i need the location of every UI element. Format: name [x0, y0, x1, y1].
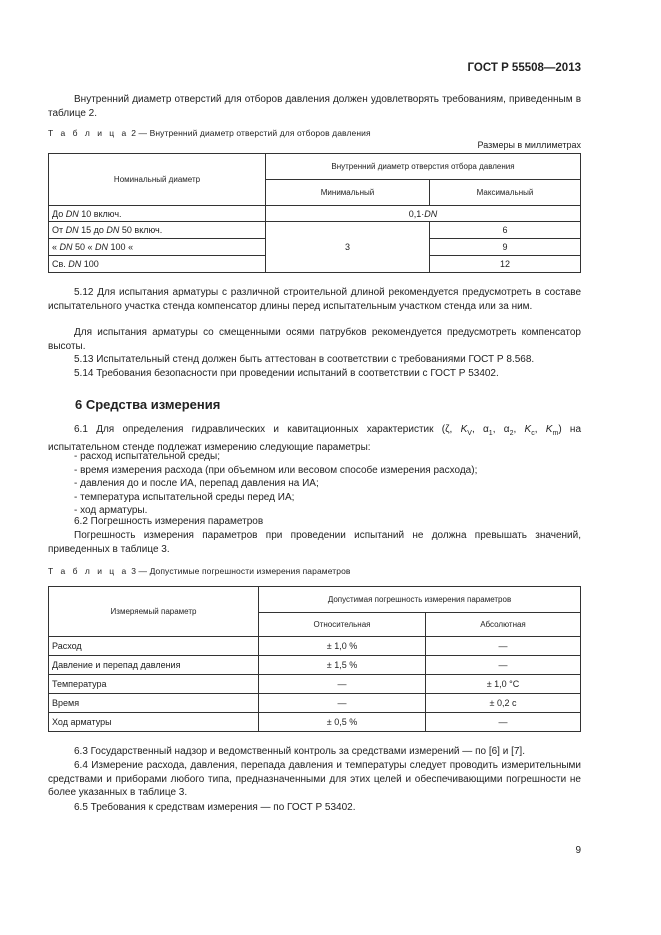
subscript: 2: [509, 430, 514, 437]
text-part: 6.1 Для определения гидравлических и кавитационных характеристик (ζ,: [74, 424, 461, 435]
table3-param: Ход арматуры: [49, 713, 259, 732]
section-6-heading: 6 Средства измерения: [75, 397, 221, 412]
table3-abs: ± 0,2 с: [426, 694, 581, 713]
symbol: K: [524, 424, 532, 435]
table2-caption-prefix: Т а б л и ц а: [48, 128, 129, 138]
list-item: - расход испытательной среды;: [74, 451, 220, 462]
dn-symbol: DN: [106, 225, 120, 235]
table3-header-rel: Относительная: [259, 613, 426, 637]
paragraph-6-4: 6.4 Измерение расхода, давления, перепада давления и температуры следует проводить измерительными средствами и приборами любого типа, предназначенными для этих целей и обеспечивающими погрешности не более указанных в таблице 3.: [48, 760, 581, 799]
subscript: 1: [488, 430, 493, 437]
paragraph-5-13: 5.13 Испытательный стенд должен быть аттестован в соответствии с требованиями ГОСТ Р 8.568.: [74, 354, 535, 365]
label-part: «: [52, 242, 60, 252]
label-part: 100: [81, 259, 99, 269]
table2-header-nominal: Номинальный диаметр: [49, 154, 266, 206]
table2-max-cell: 6: [430, 222, 581, 239]
table3-header-abs: Абсолютная: [426, 613, 581, 637]
symbol: K: [460, 424, 468, 435]
table3-header-param: Измеряемый параметр: [49, 587, 259, 637]
text-part: ,: [513, 424, 525, 435]
standard-header: ГОСТ Р 55508—2013: [467, 62, 581, 74]
table2-row-label: [49, 256, 266, 273]
table3-abs: —: [426, 713, 581, 732]
label-part: 50 включ.: [119, 225, 163, 235]
table3-rel: ± 1,5 %: [259, 656, 426, 675]
table3-caption-prefix: Т а б л и ц а: [48, 566, 129, 576]
list-item: - время измерения расхода (при объемном или весовом способе измерения расхода);: [74, 464, 478, 476]
table2-row-label: [49, 239, 266, 256]
table-row: [49, 637, 581, 656]
symbol: α: [483, 424, 489, 435]
table3: [48, 586, 581, 732]
text-part: ,: [471, 424, 484, 435]
table3-rel: —: [259, 675, 426, 694]
page-number: 9: [575, 845, 581, 856]
dn-symbol: DN: [59, 242, 73, 252]
paragraph-6-5: 6.5 Требования к средствам измерения — по ГОСТ Р 53402.: [74, 802, 356, 813]
table2-units: Размеры в миллиметрах: [477, 140, 581, 150]
table3-param: Температура: [49, 675, 259, 694]
dn-symbol: DN: [95, 242, 109, 252]
table2-header-group: Внутренний диаметр отверстия отбора давления: [266, 154, 581, 180]
table3-rel: —: [259, 694, 426, 713]
list-item: - давления до и после ИА, перепад давления на ИА;: [74, 478, 319, 490]
table2-header-max: Максимальный: [430, 180, 581, 206]
table-row: [49, 713, 581, 732]
label-part: 10 включ.: [78, 208, 122, 219]
paragraph-5-14: 5.14 Требования безопасности при проведении испытаний в соответствии с ГОСТ Р 53402.: [74, 368, 499, 379]
intro-paragraph: Внутренний диаметр отверстий для отборов давления должен удовлетворять требованиям, приведенным в таблице 2.: [48, 94, 581, 119]
table3-param: Время: [49, 694, 259, 713]
list-item: - температура испытательной среды перед ИА;: [74, 491, 295, 503]
label-part: Св.: [52, 259, 69, 269]
table3-abs: ± 1,0 °С: [426, 675, 581, 694]
dn-symbol: DN: [65, 208, 79, 219]
table3-rel: ± 0,5 %: [259, 713, 426, 732]
table2-max-cell: 9: [430, 239, 581, 256]
paragraph-5-12: 5.12 Для испытания арматуры с различной строительной длиной рекомендуется предусмотреть в составе испытательного участка стенда компенсатор длины перед испытательным участком стенда или за ним.: [48, 287, 581, 312]
parameter-list: [48, 450, 581, 518]
table2-min-shared: 3: [266, 222, 430, 273]
label-part: 100 «: [108, 242, 134, 252]
table3-caption-text: 3 — Допустимые погрешности измерения параметров: [128, 566, 351, 576]
table2-header-min: Минимальный: [266, 180, 430, 206]
text-part: ,: [534, 424, 546, 435]
table-row: [49, 675, 581, 694]
value-part: 0,1·: [408, 208, 425, 219]
table3-caption: [48, 566, 351, 576]
list-item: - ход арматуры.: [74, 505, 148, 517]
dn-symbol: DN: [424, 208, 438, 219]
subscript: m: [552, 430, 559, 437]
table3-header-group: Допустимая погрешность измерения параметров: [259, 587, 581, 613]
paragraph-5-12-b: Для испытания арматуры со смещенными осями патрубков рекомендуется предусмотреть компенсатор высоты.: [48, 327, 581, 352]
label-part: От: [52, 225, 66, 235]
table3-rel: ± 1,0 %: [259, 637, 426, 656]
paragraph-6-2-b: Погрешность измерения параметров при проведении испытаний не должна превышать значений, приведенных в таблице 3.: [48, 530, 581, 555]
paragraph-6-2: 6.2 Погрешность измерения параметров: [74, 516, 264, 527]
table2: [48, 153, 581, 273]
label-part: 50 «: [72, 242, 96, 252]
dn-symbol: DN: [65, 225, 79, 235]
table-row: [49, 694, 581, 713]
paragraph-6-3: 6.3 Государственный надзор и ведомственный контроль за средствами измерений — по [6] и [7].: [74, 746, 525, 757]
table2-caption-text: 2 — Внутренний диаметр отверстий для отборов давления: [128, 128, 371, 138]
label-part: До: [52, 208, 66, 219]
subscript: c: [531, 430, 535, 437]
table2-row1-value: [266, 206, 581, 222]
text-part: ) на испытательном стенде подлежат измерению следующие параметры:: [48, 424, 582, 453]
table3-param: Расход: [49, 637, 259, 656]
table2-caption: [48, 128, 371, 138]
table3-param: Давление и перепад давления: [49, 656, 259, 675]
subscript: V: [467, 430, 472, 437]
symbol: K: [545, 424, 553, 435]
dn-symbol: DN: [68, 259, 82, 269]
label-part: 15 до: [78, 225, 107, 235]
table2-row-label: [49, 206, 266, 222]
table2-max-cell: 12: [430, 256, 581, 273]
table2-row-label: [49, 222, 266, 239]
text-part: ,: [492, 424, 504, 435]
symbol: α: [503, 424, 510, 435]
table-row: [49, 656, 581, 675]
table3-abs: —: [426, 656, 581, 675]
table3-abs: —: [426, 637, 581, 656]
